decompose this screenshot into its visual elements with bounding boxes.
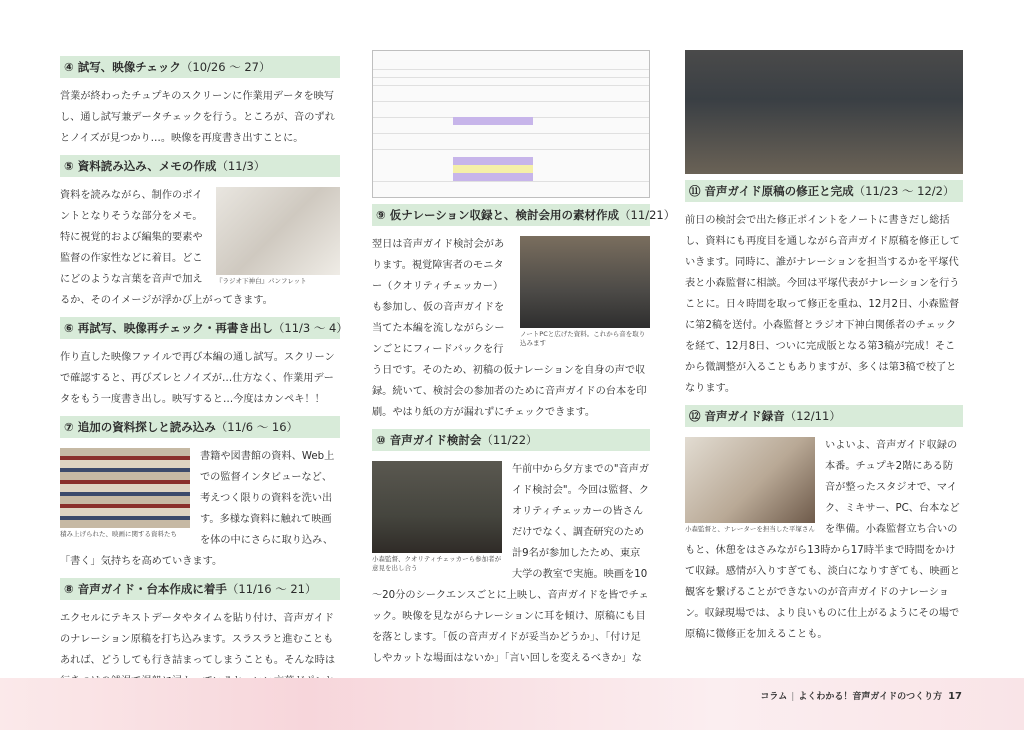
meeting-photo	[372, 461, 502, 553]
photo-figure	[60, 448, 190, 539]
section-body: エクセルにテキストデータやタイムを貼り付け、音声ガイドのナレーション原稿を打ち込みます。スラスラと進むこともあれば、どうしても行き詰まってしまうことも。そんな時は	[60, 613, 336, 666]
footer-running-head: コラム | よくわかる！音声ガイドのつくり方 17	[760, 691, 962, 702]
section-title: ④ 試写、映像チェック	[64, 60, 181, 74]
section-body: 翌日は音声ガイド検討会があります。視覚障害者のモニター（クオリティチェッカー）も参加し、仮の音声ガイドを当てた本編を流しながらシーンごとにフィードバックを行う日です。そのため、初稿の仮ナレーションを自身の声で収録。続いて、検討会の参加者のために音声ガイドの台本を印刷。やはり紙の方が漏れずにチェックできます。	[372, 239, 647, 418]
section-date: （11/16 ～ 21）	[226, 582, 317, 596]
section-heading	[60, 416, 340, 438]
section-heading	[685, 405, 963, 427]
section-body: 午前中から夕方までの"音声ガイド検討会"。今回は監督、クオリティチェッカーの皆さんだけでなく、調査研究のため計9名が参加したため、東京大学の教室で実施。映画を10～20分のシークエンスごとに上映し、音声ガイドを皆でチェック。映像を見ながらナレーションに耳を傾け、原稿にも目を落とします。「仮の音声ガイドが妥当かどうか」、「付け足しやカットな場面はないか」「言い回しを変えるべきか」な	[372, 464, 650, 664]
section-date: （11/22）	[481, 433, 538, 447]
section-heading	[372, 429, 650, 451]
footer-title: よくわかる！音声ガイドのつくり方	[798, 692, 943, 702]
section-heading	[685, 180, 963, 202]
photo-figure	[372, 461, 502, 573]
section-body: いよいよ、音声ガイド収録の本番。チュプキ2階にある防音が整ったスタジオで、マイク、ミキサー、PC、台本などを準備。小森監督立ち合いのもと、休憩をはさみながら13時から17時半まで時間をかけて収録。感情が入りすぎても、淡白になりすぎても、映画と観客を繋げることができないのが音声ガイドのナレーション。収録現場では、より良いものに仕上がるようにその場で原稿に微修正を加えることも。	[685, 440, 961, 640]
photo-caption: 『ラジオ下神白』パンフレット	[216, 277, 307, 285]
section-body: 作り直した映像ファイルで再び本編の通し試写。スクリーンで確認すると、再びズレとノイズが…仕方なく、作業用データをもう一度書き出し。映写すると…今度はカンペキ！！	[60, 352, 335, 405]
column-right	[685, 50, 963, 645]
section-title: ⑤ 資料読み込み、メモの作成	[64, 159, 217, 173]
section-date: （11/21）	[619, 208, 676, 222]
section-date: （11/3）	[216, 159, 266, 173]
section-heading	[60, 155, 340, 177]
photo-caption: ノートPCと広げた資料。これから音を取り込みます	[520, 330, 646, 347]
section-body: 営業が終わったチュプキのスクリーンに作業用データを映写し、通し試写兼データチェックを行う。ところが、音のずれとノイズが見つかり…。映像を再度書き出すことに。	[60, 91, 335, 144]
recording-photo	[685, 437, 815, 523]
section-body: 資料を読みながら、制作のポイントとなりそうな部分をメモ。特に視覚的および編集的要素や監督の作家性などに着目。どこにどのような言葉を音声で加えるか、そのイメージが浮かび上がってきます。	[60, 190, 273, 306]
photo-figure	[685, 437, 815, 534]
section-heading	[60, 317, 348, 339]
section-date: （12/11）	[784, 409, 841, 423]
checker-photo	[685, 50, 963, 174]
laptop-photo	[520, 236, 650, 328]
section-date: （11/3 ～ 4）	[272, 321, 348, 335]
footer-band	[0, 678, 1024, 730]
section-title: ⑫ 音声ガイド録音	[689, 409, 785, 423]
section-date: （10/26 ～ 27）	[180, 60, 271, 74]
photo-figure	[520, 236, 650, 348]
column-left	[60, 50, 348, 713]
section-date: （11/23 ～ 12/2）	[853, 184, 955, 198]
section-title: ⑪ 音声ガイド原稿の修正と完成	[689, 184, 854, 198]
excel-sheet-image	[372, 50, 650, 198]
section-title: ⑧ 音声ガイド・台本作成に着手	[64, 582, 227, 596]
footer-section: コラム	[760, 692, 788, 702]
photo-caption: 小森監督と、ナレーターを担当した平塚さん	[685, 525, 815, 533]
books-photo	[60, 448, 190, 528]
section-title: ⑥ 再試写、映像再チェック・再書き出し	[64, 321, 273, 335]
section-title: ⑦ 追加の資料探しと読み込み	[64, 420, 216, 434]
photo-caption: 小森監督、クオリティチェッカーら参加者が意見を出し合う	[372, 555, 502, 572]
section-date: （11/6 ～ 16）	[215, 420, 299, 434]
section-heading	[60, 56, 340, 78]
page-number: 17	[948, 691, 962, 702]
pamphlet-photo	[216, 187, 340, 275]
column-middle	[372, 50, 676, 669]
section-heading	[372, 204, 676, 226]
photo-figure	[216, 187, 340, 286]
section-title: ⑩ 音声ガイド検討会	[376, 433, 482, 447]
photo-caption: 積み上げられた、映画に関する資料たち	[60, 530, 177, 538]
section-body: 書籍や図書館の資料、Web上での監督インタビューなど、考えつく限りの資料を洗い出す。多様な資料に触れて映画を体の中にさらに取り込み、「書く」気持ちを高めていきます。	[60, 451, 335, 567]
section-body: 前日の検討会で出た修正ポイントをノートに書きだし総括し、資料にも再度目を通しながら音声ガイド原稿を修正していきます。同時に、誰がナレーションを担当するかを平塚代表と小森監督に相談。今回は平塚代表がナレーションを行うことに。日々時間を取って修正を重ね、12月2日、小森監督に第2稿を送付。小森監督とラジオ下神白関係者のチェックを経て、12月8日、ついに完成版となる第3稿が完成！そこから微調整が入ることもありますが、多くは第3稿で校了となります。	[685, 215, 960, 394]
section-heading	[60, 578, 340, 600]
section-title: ⑨ 仮ナレーション収録と、検討会用の素材作成	[376, 208, 620, 222]
